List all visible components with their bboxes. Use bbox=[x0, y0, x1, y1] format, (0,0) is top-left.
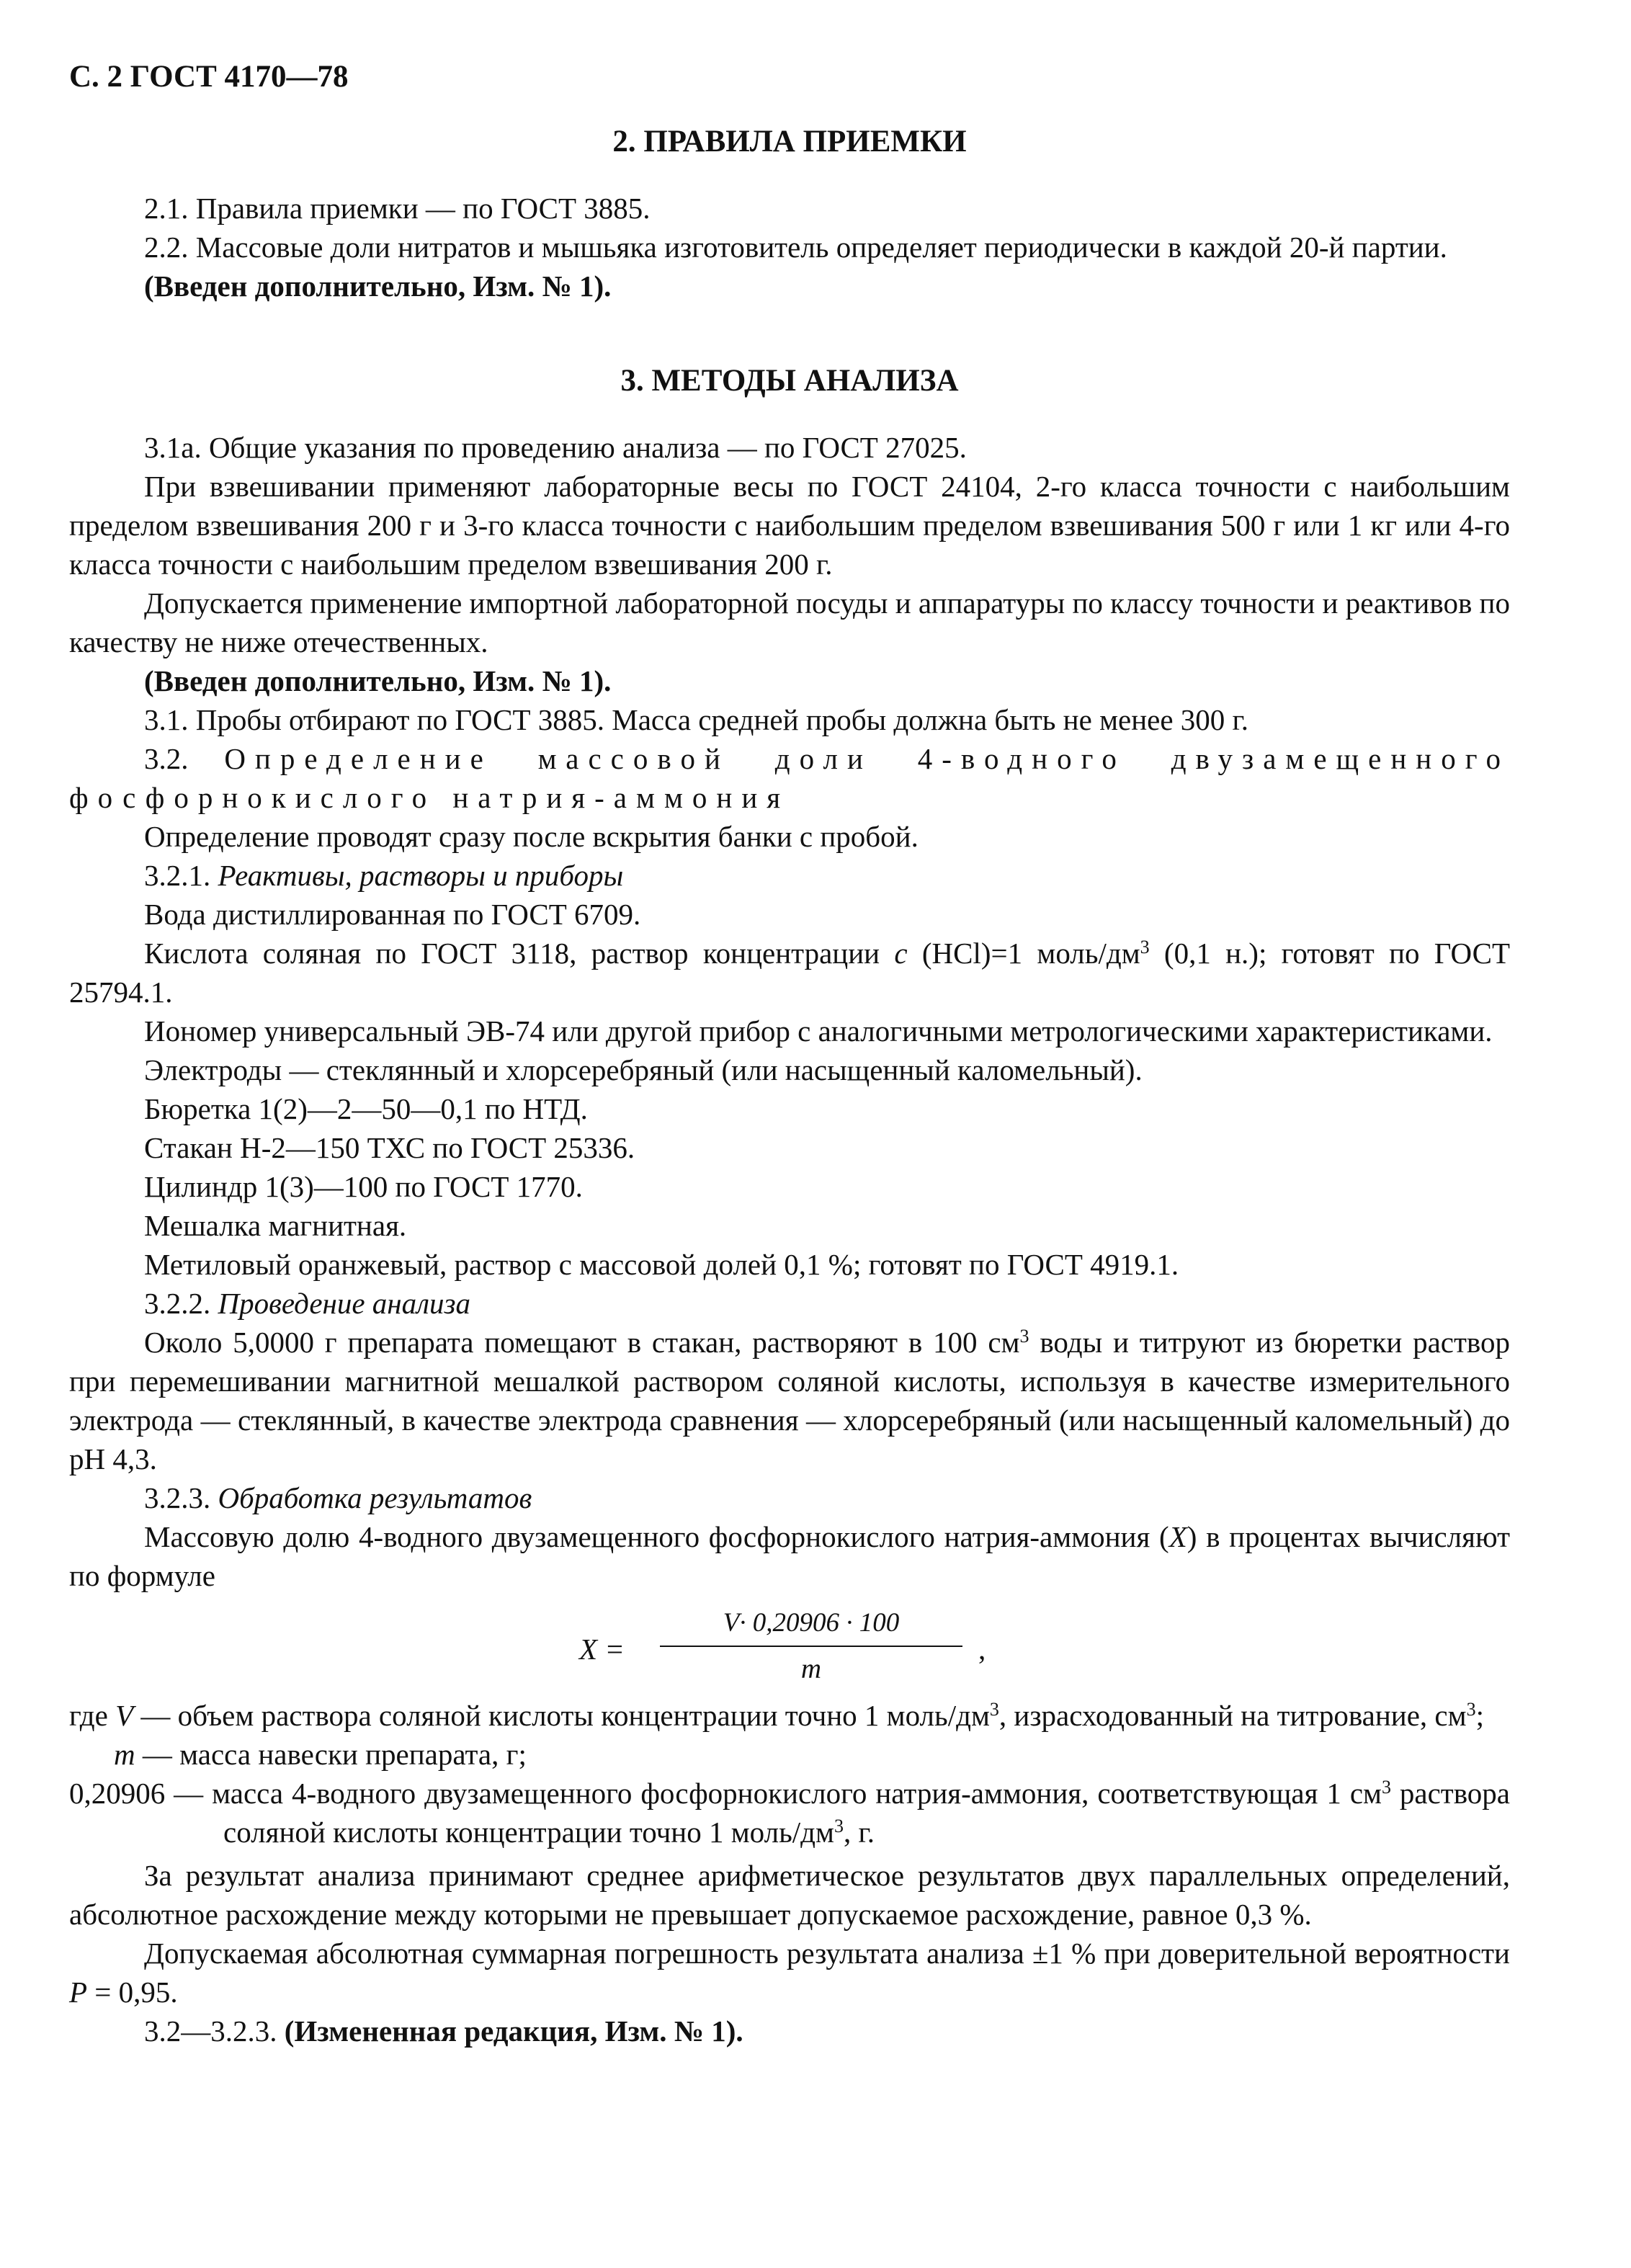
text-span: — масса навески препарата, г; bbox=[135, 1738, 527, 1771]
analysis-procedure bbox=[69, 1323, 1510, 1478]
text-span: 3.2—3.2.3. bbox=[144, 2014, 285, 2048]
reagent-burette: Бюретка 1(2)—2—50—0,1 по НТД. bbox=[144, 1092, 588, 1125]
paragraph-weighing: При взвешивании применяют лабораторные весы по ГОСТ 24104, 2-го класса точности с наибольшим пределом взвешивания 200 г и 3-го класса точности с наибольшим пределом взвешивания 500 г или 1 кг или 4-го класса точности с наибольшим пределом взвешивания 200 г. bbox=[69, 470, 1510, 581]
formula-fraction bbox=[660, 1605, 962, 1687]
paragraph-3-1a: 3.1а. Общие указания по проведению анализа — по ГОСТ 27025. bbox=[144, 431, 967, 464]
clause-title: Проведение анализа bbox=[218, 1287, 471, 1320]
clause-title: Обработка результатов bbox=[218, 1481, 532, 1514]
text-span: — объем раствора соляной кислоты концентрации точно 1 моль/дм bbox=[133, 1699, 990, 1732]
clause-number: 3.2.1. bbox=[144, 859, 211, 892]
text-span: (0,1 н.); готовят по ГОСТ 25794.1. bbox=[69, 937, 1510, 1009]
superscript: 3 bbox=[834, 1816, 844, 1836]
text-span: , израсходованный на титрование, см bbox=[998, 1699, 1467, 1732]
variable: X bbox=[1168, 1520, 1187, 1553]
amendment-note: (Введен дополнительно, Изм. № 1). bbox=[144, 664, 612, 697]
paragraph-3-2-2 bbox=[69, 1284, 1510, 1323]
reagent-beaker: Стакан Н-2—150 ТХС по ГОСТ 25336. bbox=[144, 1131, 635, 1164]
superscript: 3 bbox=[1019, 1326, 1029, 1347]
clause-title-spaced: Определение массовой доли 4-водного двузамещенного фосфорнокислого натрия-аммония bbox=[69, 742, 1511, 814]
text-span: с bbox=[894, 937, 908, 970]
paragraph-2-2: 2.2. Массовые доли нитратов и мышьяка изготовитель определяет периодически в каждой 20-й партии. bbox=[144, 231, 1447, 264]
document-page bbox=[69, 58, 1510, 2050]
paragraph-result: За результат анализа принимают среднее арифметическое результатов двух параллельных определений, абсолютное расхождение между которыми не превышает допускаемое расхождение, равное 0,3 %. bbox=[69, 1859, 1510, 1931]
superscript: 3 bbox=[1140, 937, 1150, 957]
paragraph-3-1: 3.1. Пробы отбирают по ГОСТ 3885. Масса средней пробы должна быть не менее 300 г. bbox=[144, 703, 1248, 736]
text-span: воды и титруют из бюретки раствор при перемешивании магнитной мешалкой раствором соляной кислоты, используя в качестве измерительного электрода — стеклянный, в качестве электрода сравнения — хлорсеребряный (или насыщенный каломельный) до рН 4,3. bbox=[69, 1326, 1511, 1475]
where-clause bbox=[69, 1696, 1510, 1852]
reagent-water: Вода дистиллированная по ГОСТ 6709. bbox=[144, 898, 641, 931]
amendment-note: (Введен дополнительно, Изм. № 1). bbox=[144, 269, 612, 303]
text-span: (HCl)=1 моль/дм bbox=[907, 937, 1140, 970]
reagent-acid bbox=[69, 934, 1510, 1012]
formula-numerator: V· 0,20906 · 100 bbox=[723, 1608, 900, 1638]
clause-number: 3.2.2. bbox=[144, 1287, 211, 1320]
clause-number: 3.2.3. bbox=[144, 1481, 211, 1514]
fraction-bar bbox=[660, 1646, 962, 1647]
reagent-cylinder: Цилиндр 1(3)—100 по ГОСТ 1770. bbox=[144, 1170, 583, 1203]
clause-title: Реактивы, растворы и приборы bbox=[218, 859, 624, 892]
reagent-electrodes: Электроды — стеклянный и хлорсеребряный (или насыщенный каломельный). bbox=[144, 1053, 1143, 1086]
page-header: С. 2 ГОСТ 4170—78 bbox=[69, 60, 349, 94]
text-span: = 0,95. bbox=[87, 1975, 178, 2009]
reagent-ionomer: Иономер универсальный ЭВ-74 или другой прибор с аналогичными метрологическими характеристиками. bbox=[144, 1014, 1493, 1048]
where-v bbox=[69, 1696, 1510, 1735]
paragraph-3-2-3 bbox=[69, 1478, 1510, 1517]
where-constant bbox=[69, 1774, 1510, 1852]
formula-lhs: X = bbox=[579, 1633, 625, 1666]
superscript: 3 bbox=[1381, 1777, 1391, 1798]
paragraph-import: Допускается применение импортной лабораторной посуды и аппаратуры по классу точности и реактивов по качеству не ниже отечественных. bbox=[69, 586, 1510, 658]
variable: m bbox=[114, 1738, 135, 1771]
paragraph-3-2 bbox=[69, 739, 1510, 817]
text-span: 0,20906 bbox=[69, 1777, 166, 1810]
text-span: Массовую долю 4-водного двузамещенного фосфорнокислого натрия-аммония ( bbox=[144, 1520, 1169, 1553]
formula-denominator: m bbox=[800, 1653, 822, 1684]
section-3-title: 3. МЕТОДЫ АНАЛИЗА bbox=[620, 364, 959, 398]
paragraph-2-1: 2.1. Правила приемки — по ГОСТ 3885. bbox=[144, 192, 651, 225]
formula bbox=[69, 1605, 1510, 1692]
text-span: ) в процентах вычисляют по формуле bbox=[69, 1520, 1510, 1592]
text-span: — масса 4-водного двузамещенного фосфорнокислого натрия-аммония, соответствующая 1 см bbox=[165, 1777, 1382, 1810]
calculation-intro bbox=[69, 1517, 1510, 1595]
reagent-stirrer: Мешалка магнитная. bbox=[144, 1209, 407, 1242]
formula-comma: , bbox=[978, 1633, 986, 1666]
where-m bbox=[69, 1735, 1510, 1774]
reagent-methyl-orange: Метиловый оранжевый, раствор с массовой долей 0,1 %; готовят по ГОСТ 4919.1. bbox=[144, 1248, 1179, 1281]
paragraph-final bbox=[69, 2012, 1510, 2050]
clause-number: 3.2. bbox=[144, 742, 189, 775]
superscript: 3 bbox=[1466, 1699, 1476, 1720]
paragraph-3-2-1 bbox=[69, 856, 1510, 895]
text-span: Около 5,0000 г препарата помещают в стакан, растворяют в 100 см bbox=[144, 1326, 1020, 1359]
amendment-note: (Измененная редакция, Изм. № 1). bbox=[284, 2014, 743, 2048]
variable: V bbox=[115, 1699, 134, 1732]
text-span: где bbox=[69, 1699, 116, 1732]
text-span: раствора соляной кислоты концентрации точно 1 моль/дм bbox=[223, 1777, 1510, 1849]
paragraph-error bbox=[69, 1934, 1510, 2012]
text-span: , г. bbox=[844, 1816, 875, 1849]
text-span: ; bbox=[1475, 1699, 1484, 1732]
variable: Р bbox=[69, 1975, 88, 2009]
text-span: Допускаемая абсолютная суммарная погрешность результата анализа ±1 % при доверительной вероятности bbox=[144, 1937, 1510, 1970]
superscript: 3 bbox=[989, 1699, 999, 1720]
text-span: Кислота соляная по ГОСТ 3118, раствор концентрации bbox=[144, 937, 895, 970]
section-2-title: 2. ПРАВИЛА ПРИЕМКИ bbox=[612, 125, 967, 159]
paragraph-3-2-note: Определение проводят сразу после вскрытия банки с пробой. bbox=[144, 820, 919, 853]
